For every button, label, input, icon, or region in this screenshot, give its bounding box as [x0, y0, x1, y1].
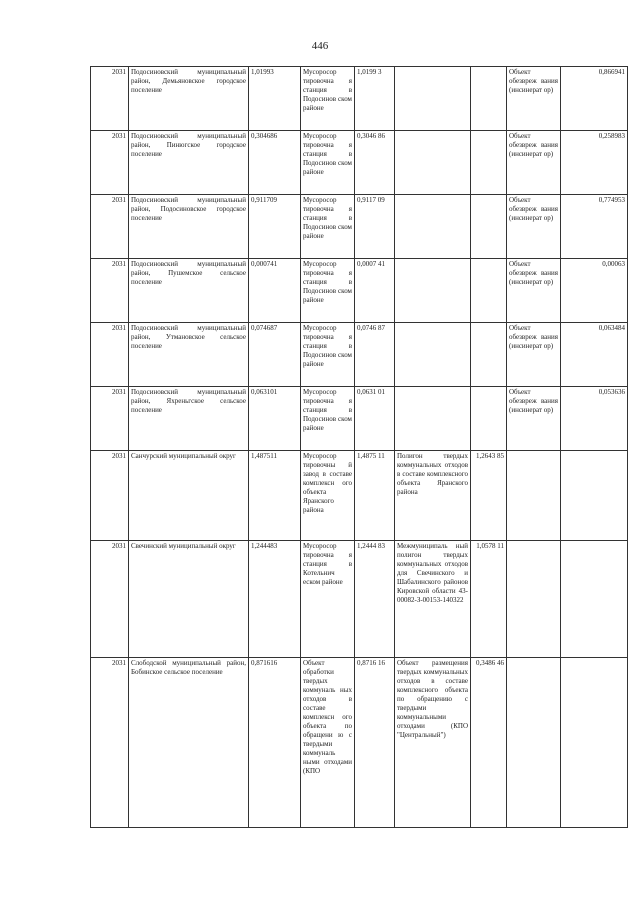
disposal-object-cell [395, 195, 471, 259]
processing-object-cell: Мусоросор тировочна я станция в Котельнич еском районе [301, 541, 355, 658]
mass-neutralized-cell [561, 658, 628, 828]
disposal-object-cell [395, 131, 471, 195]
mass-processed-cell: 0,9117 09 [355, 195, 395, 259]
year-cell: 2031 [91, 387, 129, 451]
mass-disposed-cell: 0,3486 46 [471, 658, 507, 828]
mass-generated-cell: 0,000741 [249, 259, 301, 323]
mass-neutralized-cell: 0,866941 [561, 67, 628, 131]
table-row [91, 541, 628, 658]
table-row [91, 131, 628, 195]
municipality-cell: Санчурский муниципальный округ [129, 451, 249, 541]
neutralization-object-cell [507, 658, 561, 828]
mass-processed-cell: 1,0199 3 [355, 67, 395, 131]
mass-processed-cell: 1,4875 11 [355, 451, 395, 541]
table-row [91, 323, 628, 387]
neutralization-object-cell: Объект обезвреж вания (инсинерат ор) [507, 195, 561, 259]
neutralization-object-cell: Объект обезвреж вания (инсинерат ор) [507, 259, 561, 323]
processing-object-cell: Мусоросор тировочна я станция в Подосинов ском районе [301, 131, 355, 195]
mass-disposed-cell [471, 131, 507, 195]
mass-generated-cell: 0,304686 [249, 131, 301, 195]
disposal-object-cell [395, 323, 471, 387]
mass-disposed-cell [471, 387, 507, 451]
neutralization-object-cell: Объект обезвреж вания (инсинерат ор) [507, 131, 561, 195]
year-cell: 2031 [91, 131, 129, 195]
mass-generated-cell: 0,911709 [249, 195, 301, 259]
mass-processed-cell: 0,8716 16 [355, 658, 395, 828]
mass-generated-cell: 1,01993 [249, 67, 301, 131]
mass-generated-cell: 0,871616 [249, 658, 301, 828]
neutralization-object-cell: Объект обезвреж вания (инсинерат ор) [507, 323, 561, 387]
processing-object-cell: Мусоросор тировочна я станция в Подосинов ском районе [301, 259, 355, 323]
year-cell: 2031 [91, 259, 129, 323]
table-row [91, 259, 628, 323]
table-row [91, 451, 628, 541]
page-number: 446 [311, 40, 329, 52]
mass-neutralized-cell: 0,00063 [561, 259, 628, 323]
mass-processed-cell: 1,2444 83 [355, 541, 395, 658]
mass-disposed-cell [471, 67, 507, 131]
waste-flow-table [90, 66, 628, 828]
disposal-object-cell [395, 259, 471, 323]
municipality-cell: Подосиновский муниципальный район, Пушемское сельское поселение [129, 259, 249, 323]
mass-neutralized-cell: 0,774953 [561, 195, 628, 259]
processing-object-cell: Мусоросор тировочна я станция в Подосинов ском районе [301, 67, 355, 131]
mass-processed-cell: 0,0631 01 [355, 387, 395, 451]
municipality-cell: Подосиновский муниципальный район, Демьяновское городское поселение [129, 67, 249, 131]
mass-generated-cell: 1,244483 [249, 541, 301, 658]
municipality-cell: Свечинский муниципальный округ [129, 541, 249, 658]
mass-neutralized-cell: 0,258983 [561, 131, 628, 195]
table-row [91, 387, 628, 451]
mass-generated-cell: 1,487511 [249, 451, 301, 541]
mass-processed-cell: 0,0746 87 [355, 323, 395, 387]
municipality-cell: Подосиновский муниципальный район, Утмановское сельское поселение [129, 323, 249, 387]
municipality-cell: Подосиновский муниципальный район, Пинюгское городское поселение [129, 131, 249, 195]
year-cell: 2031 [91, 67, 129, 131]
neutralization-object-cell: Объект обезвреж вания (инсинерат ор) [507, 387, 561, 451]
mass-processed-cell: 0,0007 41 [355, 259, 395, 323]
mass-disposed-cell [471, 259, 507, 323]
processing-object-cell: Объект обработки твердых коммуналь ных отходов в составе комплексн ого объекта по обращени ю с твердыми коммуналь ными отходами (КПО [301, 658, 355, 828]
mass-neutralized-cell: 0,063484 [561, 323, 628, 387]
municipality-cell: Подосиновский муниципальный район, Подосиновское городское поселение [129, 195, 249, 259]
mass-neutralized-cell: 0,053636 [561, 387, 628, 451]
mass-disposed-cell: 1,2643 85 [471, 451, 507, 541]
processing-object-cell: Мусоросор тировочна я станция в Подосинов ском районе [301, 387, 355, 451]
processing-object-cell: Мусоросор тировочна я станция в Подосинов ском районе [301, 323, 355, 387]
mass-disposed-cell [471, 323, 507, 387]
year-cell: 2031 [91, 541, 129, 658]
mass-disposed-cell: 1,0578 11 [471, 541, 507, 658]
municipality-cell: Слободской муниципальный район, Бобинское сельское поселение [129, 658, 249, 828]
disposal-object-cell: Межмуниципаль ный полигон твердых коммунальных отходов для Свечинского и Шабалинского районов Кировской области 43-00082-З-00153-140322 [395, 541, 471, 658]
year-cell: 2031 [91, 658, 129, 828]
mass-generated-cell: 0,063101 [249, 387, 301, 451]
table-row [91, 67, 628, 131]
neutralization-object-cell [507, 451, 561, 541]
disposal-object-cell: Полигон твердых коммунальных отходов в составе комплексного объекта Яранского района [395, 451, 471, 541]
mass-processed-cell: 0,3046 86 [355, 131, 395, 195]
mass-neutralized-cell [561, 451, 628, 541]
mass-neutralized-cell [561, 541, 628, 658]
year-cell: 2031 [91, 451, 129, 541]
year-cell: 2031 [91, 323, 129, 387]
mass-generated-cell: 0,074687 [249, 323, 301, 387]
processing-object-cell: Мусоросор тировочны й завод в составе комплексн ого объекта Яранского района [301, 451, 355, 541]
neutralization-object-cell: Объект обезвреж вания (инсинерат ор) [507, 67, 561, 131]
table-row [91, 658, 628, 828]
neutralization-object-cell [507, 541, 561, 658]
municipality-cell: Подосиновский муниципальный район, Яхреньгское сельское поселение [129, 387, 249, 451]
processing-object-cell: Мусоросор тировочна я станция в Подосинов ском районе [301, 195, 355, 259]
disposal-object-cell [395, 67, 471, 131]
disposal-object-cell: Объект размещения твердых коммунальных отходов в составе комплексного объекта по обращению с твердыми коммунальными отходами (КПО "Центральный") [395, 658, 471, 828]
mass-disposed-cell [471, 195, 507, 259]
table-row [91, 195, 628, 259]
disposal-object-cell [395, 387, 471, 451]
year-cell: 2031 [91, 195, 129, 259]
